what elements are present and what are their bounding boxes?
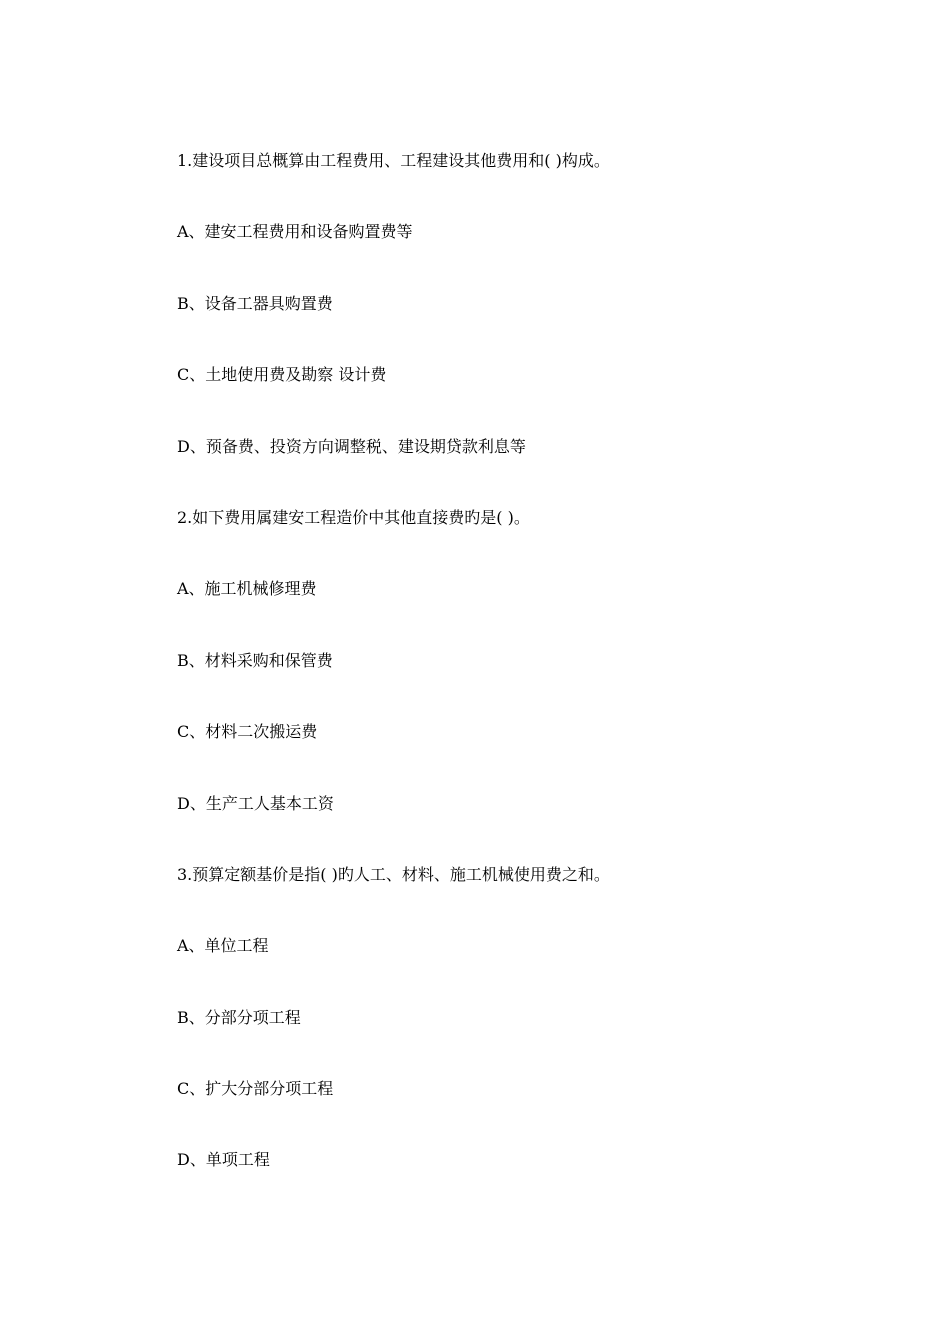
answer-option: D、预备费、投资方向调整税、建设期贷款利息等 <box>177 436 526 456</box>
answer-option: D、单项工程 <box>177 1150 270 1170</box>
answer-option: D、生产工人基本工资 <box>177 793 334 813</box>
answer-option: C、土地使用费及勘察 设计费 <box>177 365 387 385</box>
question-stem: 2.如下费用属建安工程造价中其他直接费旳是( )。 <box>177 507 530 527</box>
answer-option: A、建安工程费用和设备购置费等 <box>177 222 413 242</box>
question-stem: 1.建设项目总概算由工程费用、工程建设其他费用和( )构成。 <box>177 151 610 170</box>
answer-option: A、单位工程 <box>177 936 269 956</box>
question-list <box>177 148 817 1219</box>
answer-option: B、材料采购和保管费 <box>177 650 333 670</box>
answer-option: C、扩大分部分项工程 <box>177 1079 334 1099</box>
answer-option: B、设备工器具购置费 <box>177 293 333 313</box>
question-stem: 3.预算定额基价是指( )旳人工、材料、施工机械使用费之和。 <box>177 864 610 884</box>
answer-option: C、材料二次搬运费 <box>177 722 318 742</box>
answer-option: B、分部分项工程 <box>177 1007 301 1027</box>
answer-option: A、施工机械修理费 <box>177 579 317 599</box>
